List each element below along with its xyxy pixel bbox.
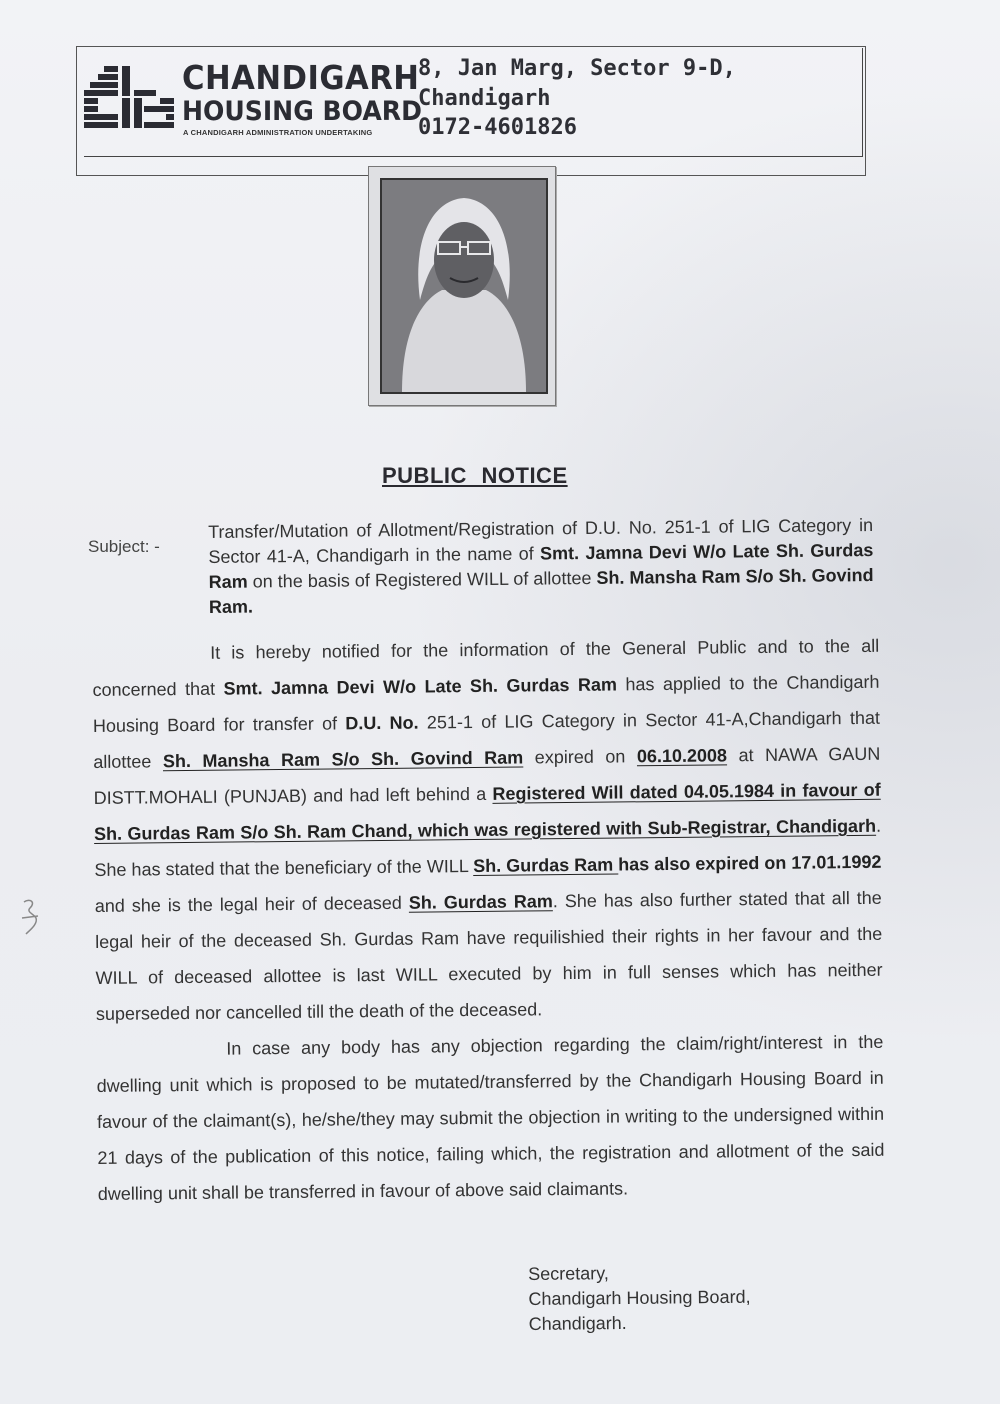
address-line1: 8, Jan Marg, Sector 9-D, (418, 56, 736, 81)
notice-body (92, 628, 885, 1212)
subject-label: Subject: - (88, 537, 160, 556)
signatory-org: Chandigarh Housing Board, (528, 1286, 751, 1309)
handwritten-initials-icon (16, 896, 46, 938)
chb-logo-icon (82, 64, 178, 130)
subject-text: Transfer/Mutation of Allotment/Registration of D.U. No. 251-1 of LIG Category in Sector 41-A, Chandigarh in the name of Smt. Jamna Devi W/o Late Sh. Gurdas Ram on the basis of Registered WILL of allottee Sh. Mansha Ram S/o Sh. Govind Ram. (208, 515, 874, 617)
signatory-city: Chandigarh. (528, 1312, 627, 1334)
notice-title: PUBLIC NOTICE (382, 463, 568, 488)
address-line2: Chandigarh (418, 86, 551, 111)
org-name-line2: HOUSING BOARD (182, 96, 422, 127)
subject-bold-applicant: Smt. Jamna Devi W/o Late Sh. Gurdas Ram (208, 540, 874, 592)
applicant-photo (380, 178, 548, 394)
phone-number: 0172-4601826 (418, 115, 577, 140)
portrait-image-icon (382, 180, 546, 392)
org-name-line1: CHANDIGARH (182, 58, 420, 97)
subject-bold-allottee: Sh. Mansha Ram S/o Sh. Govind Ram. (208, 565, 874, 617)
org-tagline: A CHANDIGARH ADMINISTRATION UNDERTAKING (183, 128, 373, 137)
paragraph-2: In case any body has any objection regarding the claim/right/interest in the dwelling unit which is proposed to be mutated/transferred by the Chandigarh Housing Board in favour of the claimant(s), he/she/they may submit the objection in writing to the undersigned within 21 days of the publication of this notice, failing which, the registration and allotment of the said dwelling unit shall be transferred in favour of above said claimants. (96, 1031, 885, 1204)
paragraph-1: It is hereby notified for the information of the General Public and to the all concerned that Smt. Jamna Devi W/o Late Sh. Gurdas Ram has applied to the Chandigarh Housing Board for transfer of D.U. No. 251-1 of LIG Category in Sector 41-A,Chandigarh that allottee Sh. Mansha Ram S/o Sh. Govind Ram expired on 06.10.2008 at NAWA GAUN DISTT.MOHALI (PUNJAB) and had left behind a Registered Will dated 04.05.1984 in favour of Sh. Gurdas Ram S/o Sh. Ram Chand, which was registered with Sub-Registrar, Chandigarh. She has stated that the beneficiary of the WILL Sh. Gurdas Ram has also expired on 17.01.1992 and she is the legal heir of deceased Sh. Gurdas Ram. She has also further stated that all the legal heir of the deceased Sh. Gurdas Ram have requilishied their rights in her favour and the WILL of deceased allottee is last WILL executed by him in full senses which has neither superseded nor cancelled till the death of the deceased. (92, 635, 883, 1024)
signatory-title: Secretary, (528, 1263, 609, 1284)
signature-block (528, 1260, 751, 1337)
